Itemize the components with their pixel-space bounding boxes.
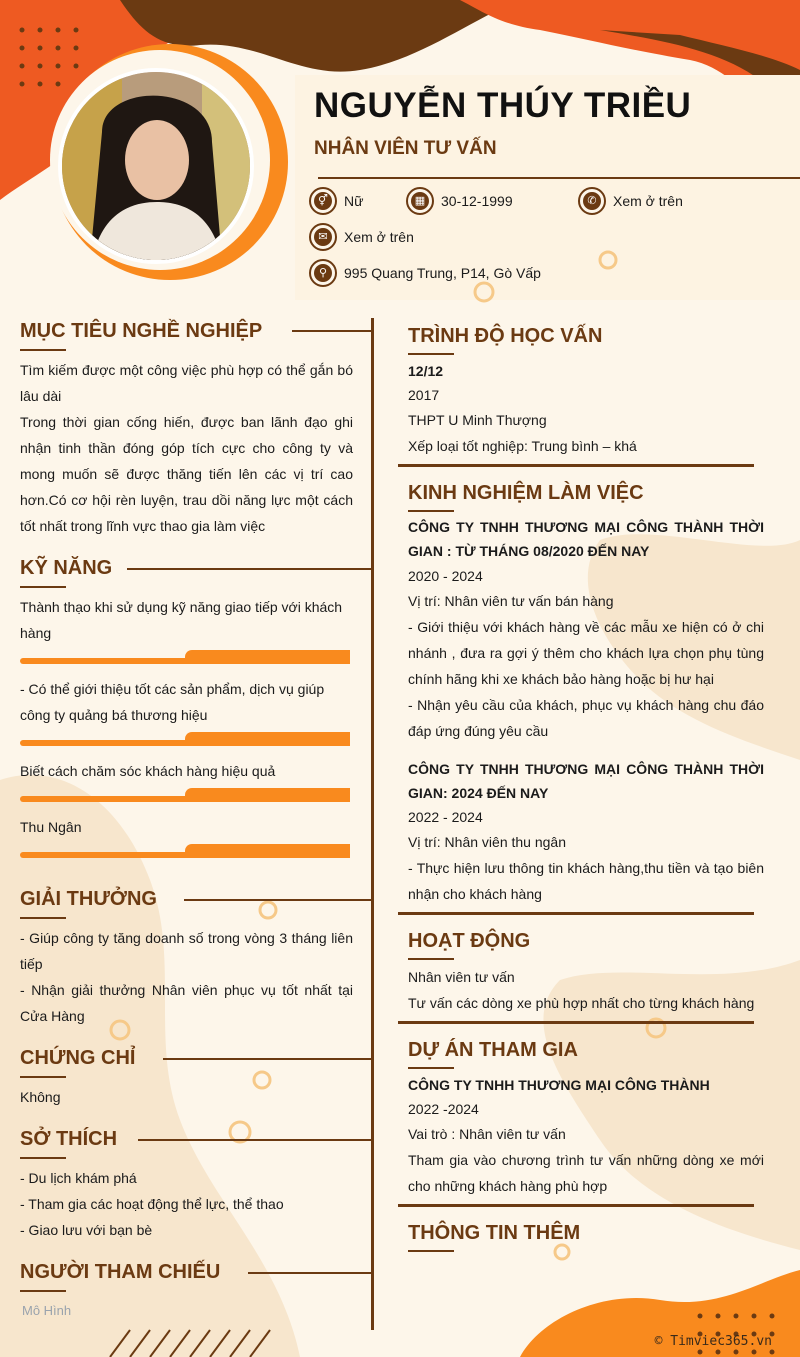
job-position: Vị trí: Nhân viên tư vấn bán hàng: [408, 593, 614, 609]
section-underline: [20, 917, 66, 919]
award-item: - Nhận giải thưởng Nhân viên phục vụ tốt nhất tại Cửa Hàng: [20, 982, 353, 1024]
skill-level-bar: [20, 788, 350, 802]
mail-icon: ✉: [309, 223, 337, 251]
education-grade: 12/12: [408, 363, 444, 379]
skill-label: Thu Ngân: [20, 819, 82, 835]
section-connector: [248, 1272, 372, 1274]
address-text: 995 Quang Trung, P14, Gò Vấp: [344, 265, 541, 281]
project-role: Vai trò : Nhân viên tư vấn: [408, 1126, 566, 1142]
skill-level-bar: [20, 844, 350, 858]
column-divider: [371, 318, 374, 1330]
section-underline: [408, 353, 454, 355]
hobby-item: - Giao lưu với bạn bè: [20, 1222, 153, 1238]
job-description: - Giới thiệu với khách hàng về các mẫu xe hiện có ở chi nhánh , đưa ra gợi ý thêm cho khách lựa chọn phụ tùng chính hãng khi xe khách bảo hàng hoặc bị hư hại: [408, 619, 764, 687]
location-pin-icon: ⚲: [309, 259, 337, 287]
section-title-career-goal: MỤC TIÊU NGHỀ NGHIỆP: [20, 320, 263, 342]
activity-item: Tư vấn các dòng xe phù hợp nhất cho từng khách hàng: [408, 995, 755, 1011]
section-divider: [398, 912, 754, 915]
section-divider: [398, 1021, 754, 1024]
job-years: 2020 - 2024: [408, 568, 483, 584]
job-description: - Nhận yêu cầu của khách, phục vụ khách hàng chu đáo đáp ứng đúng yêu cầu: [408, 697, 764, 739]
career-goal-text-1: Tìm kiếm được một công việc phù hợp có thể gắn bó lâu dài: [20, 362, 353, 404]
hobby-item: - Du lịch khám phá: [20, 1170, 137, 1186]
skill-level-bar: [20, 650, 350, 664]
project-description: Tham gia vào chương trình tư vấn những dòng xe mới cho những khách hàng phù hợp: [408, 1152, 764, 1194]
section-connector: [127, 568, 372, 570]
section-title-education: TRÌNH ĐỘ HỌC VẤN: [408, 325, 603, 347]
section-divider: [398, 1204, 754, 1207]
section-connector: [292, 330, 372, 332]
skill-label: Biết cách chăm sóc khách hàng hiệu quả: [20, 763, 276, 779]
phone-text: Xem ở trên: [613, 193, 683, 209]
calendar-icon: ▦: [406, 187, 434, 215]
section-title-activities: HOẠT ĐỘNG: [408, 930, 531, 952]
career-goal-text-2: Trong thời gian cống hiến, được ban lãnh đạo ghi nhận tinh thần đóng góp tích cực cho công ty và mong muốn sẽ được thăng tiến lên các vị trí cao hơn.Có cơ hội rèn luyện, trau dồi năng lực một cách tốt nhất trong lĩnh vực thao gia làm việc: [20, 414, 353, 534]
section-title-projects: DỰ ÁN THAM GIA: [408, 1039, 578, 1061]
header-divider: [318, 177, 800, 179]
section-title-hobbies: SỞ THÍCH: [20, 1128, 118, 1150]
job-description: - Thực hiện lưu thông tin khách hàng,thu tiền và tạo biên nhận cho khách hàng: [408, 860, 764, 902]
section-underline: [20, 1290, 66, 1292]
certificate-item: Không: [20, 1089, 61, 1105]
job-company: CÔNG TY TNHH THƯƠNG MẠI CÔNG THÀNH THỜI GIAN: 2024 ĐẾN NAY: [408, 761, 764, 801]
candidate-name: NGUYỄN THÚY TRIỀU: [314, 86, 692, 125]
skill-label: - Có thể giới thiệu tốt các sản phẩm, dịch vụ giúp công ty quảng bá thương hiệu: [20, 681, 325, 723]
project-company: CÔNG TY TNHH THƯƠNG MẠI CÔNG THÀNH: [408, 1077, 710, 1093]
section-connector: [163, 1058, 372, 1060]
contact-address: [309, 259, 541, 287]
skill-label: Thành thạo khi sử dụng kỹ năng giao tiếp với khách hàng: [20, 599, 343, 641]
contact-gender: [309, 187, 363, 215]
section-title-more-info: THÔNG TIN THÊM: [408, 1222, 581, 1244]
section-title-skills: KỸ NĂNG: [20, 557, 113, 579]
section-underline: [20, 349, 66, 351]
education-result: Xếp loại tốt nghiệp: Trung bình – khá: [408, 438, 637, 454]
contact-email: [309, 223, 414, 251]
section-connector: [184, 899, 372, 901]
project-years: 2022 -2024: [408, 1101, 479, 1117]
hobby-item: - Tham gia các hoạt động thể lực, thể thao: [20, 1196, 284, 1212]
section-underline: [20, 1157, 66, 1159]
job-company: CÔNG TY TNHH THƯƠNG MẠI CÔNG THÀNH THỜI GIAN : TỪ THÁNG 08/2020 ĐẾN NAY: [408, 519, 764, 559]
job-title: NHÂN VIÊN TƯ VẤN: [314, 138, 497, 159]
section-title-references: NGƯỜI THAM CHIẾU: [20, 1261, 221, 1283]
education-school: THPT U Minh Thượng: [408, 412, 547, 428]
section-underline: [408, 958, 454, 960]
education-year: 2017: [408, 387, 440, 403]
activity-item: Nhân viên tư vấn: [408, 969, 515, 985]
email-text: Xem ở trên: [344, 229, 414, 245]
gender-icon: ⚥: [309, 187, 337, 215]
contact-birthday: [406, 187, 513, 215]
section-underline: [20, 1076, 66, 1078]
section-title-certificates: CHỨNG CHỈ: [20, 1047, 136, 1069]
section-underline: [408, 1250, 454, 1252]
section-title-experience: KINH NGHIỆM LÀM VIỆC: [408, 482, 644, 504]
job-position: Vị trí: Nhân viên thu ngân: [408, 834, 566, 850]
section-connector: [138, 1139, 372, 1141]
award-item: - Giúp công ty tăng doanh số trong vòng 3 tháng liên tiếp: [20, 930, 353, 972]
reference-item: Mô Hình: [22, 1303, 72, 1318]
phone-icon: ✆: [578, 187, 606, 215]
section-divider: [398, 464, 754, 467]
section-underline: [20, 586, 66, 588]
contact-phone: [578, 187, 683, 215]
footer-watermark: © Timviec365.vn: [654, 1334, 772, 1349]
gender-text: Nữ: [344, 193, 364, 209]
birthday-text: 30-12-1999: [441, 193, 513, 209]
section-title-awards: GIẢI THƯỞNG: [20, 888, 157, 910]
skill-level-bar: [20, 732, 350, 746]
avatar: [58, 68, 254, 264]
section-underline: [408, 1067, 454, 1069]
section-underline: [408, 510, 454, 512]
job-years: 2022 - 2024: [408, 809, 483, 825]
